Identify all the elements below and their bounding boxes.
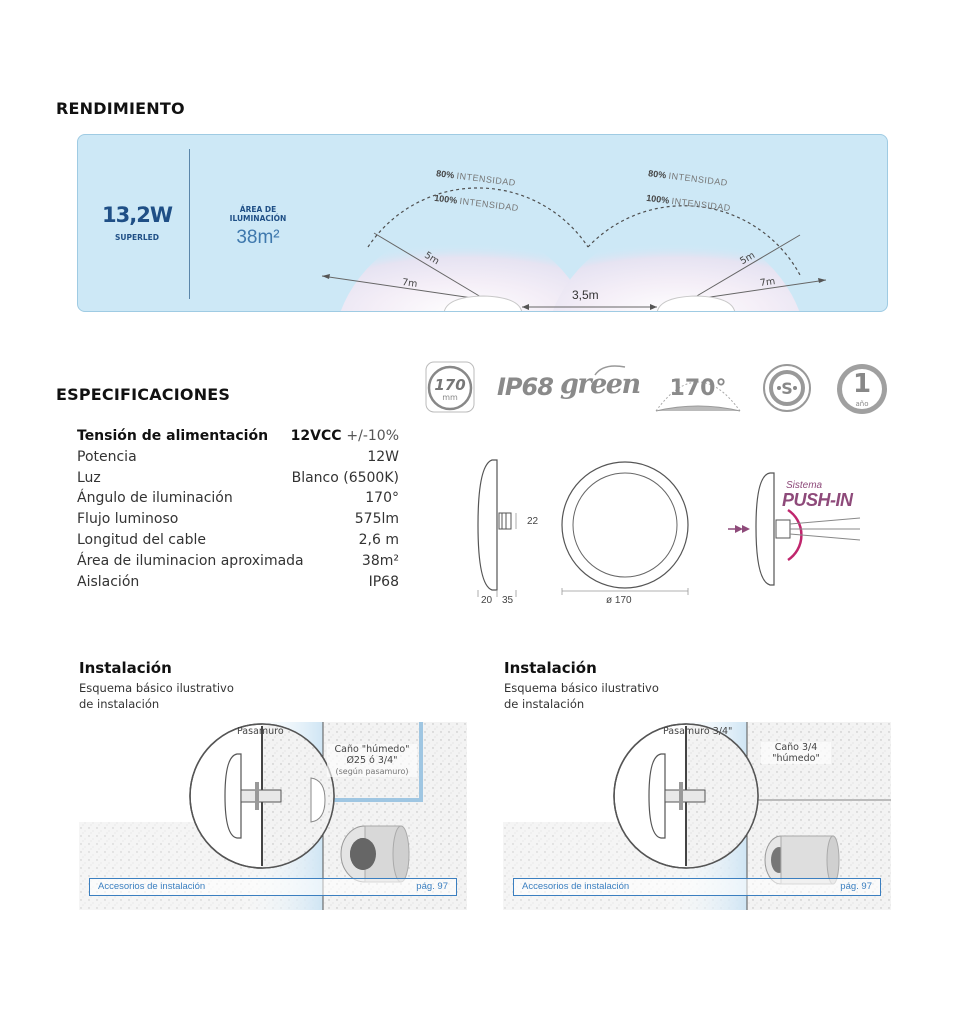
installation-subtitle-right	[504, 680, 659, 712]
spec-label: Tensión de alimentación	[77, 428, 269, 444]
spec-row	[77, 447, 399, 468]
installation-sub-line1: Esquema básico ilustrativo	[504, 681, 659, 695]
intensity-80-pct: 80%	[647, 168, 667, 181]
pipe-label-left	[327, 744, 417, 777]
spec-label: Flujo luminoso	[77, 511, 179, 528]
radius-7-label-right: 7m	[759, 275, 777, 290]
installation-sub-line2: de instalación	[79, 697, 160, 711]
specs-heading: ESPECIFICACIONES	[56, 385, 231, 404]
installation-title-right: Instalación	[504, 659, 597, 677]
spec-value: 2,6 m	[358, 531, 399, 548]
spec-label: Luz	[77, 469, 101, 486]
band-divider	[189, 149, 190, 299]
pasamuro-label-left: Pasamuro	[237, 726, 284, 737]
spec-row	[77, 509, 399, 530]
area-label-line2: ILUMINACIÓN	[229, 214, 287, 223]
radius-7-label-left: 7m	[401, 276, 419, 291]
spec-value-main: 12VCC	[290, 428, 342, 444]
angle-badge-value: 170°	[669, 376, 727, 401]
area-label	[216, 205, 300, 223]
performance-heading: RENDIMIENTO	[56, 99, 185, 118]
pipe-label-right	[761, 742, 831, 764]
intensity-word: INTENSIDAD	[459, 195, 520, 214]
spec-value: 38m²	[361, 552, 399, 569]
depth-dimension-20: 20	[481, 595, 493, 606]
spec-value: 575lm	[354, 511, 399, 528]
page-reference: pág. 97	[416, 881, 448, 892]
intensity-100-pct: 100%	[433, 192, 458, 206]
depth-dimension-35: 35	[502, 595, 514, 606]
badge-row	[425, 357, 890, 419]
diameter-dimension: ø 170	[606, 595, 632, 606]
intensity-word: INTENSIDAD	[456, 170, 517, 188]
spec-label: Aislación	[77, 573, 140, 590]
spec-label: Potencia	[77, 448, 137, 465]
intensity-word: INTENSIDAD	[671, 195, 732, 214]
safety-seal-icon	[762, 363, 812, 413]
height-dimension: 22	[527, 516, 539, 527]
spec-row	[77, 551, 399, 572]
spec-label: Longitud del cable	[77, 531, 206, 548]
area-label-line1: ÁREA DE	[239, 205, 277, 214]
accessories-link-right[interactable]	[513, 878, 881, 896]
spec-table	[77, 426, 399, 592]
spec-value: 12W	[367, 448, 399, 465]
ip68-badge: IP68	[497, 373, 553, 401]
radius-5-label-right: 5m	[738, 249, 758, 268]
accessories-label: Accesorios de instalación	[98, 881, 206, 892]
pasamuro-label-right: Pasamuro 3/4"	[663, 726, 733, 737]
spec-value	[291, 426, 399, 447]
push-in-label: PUSH-IN	[782, 490, 853, 510]
spec-label: Área de iluminacion aproximada	[77, 552, 304, 569]
pipe-label-line2: "húmedo"	[772, 753, 820, 764]
push-in-lamp	[756, 473, 774, 585]
intensity-word: INTENSIDAD	[668, 170, 729, 188]
pipe-label-line1: Caño 3/4	[774, 742, 818, 753]
dimension-drawings	[470, 455, 870, 615]
installation-sub-line1: Esquema básico ilustrativo	[79, 681, 234, 695]
green-badge: green	[560, 369, 640, 400]
intensity-100-pct: 100%	[645, 192, 670, 206]
spec-row	[77, 530, 399, 551]
pipe-label-line2: Ø25 ó 3/4"	[346, 755, 398, 766]
spec-value: Blanco (6500K)	[291, 469, 399, 486]
page-reference: pág. 97	[840, 881, 872, 892]
warranty-years: 1	[852, 369, 872, 399]
spacing-label: 3,5m	[572, 288, 599, 302]
spec-label: Ángulo de iluminación	[77, 490, 233, 507]
size-badge-value: 170	[434, 376, 466, 394]
performance-band	[77, 134, 888, 312]
warranty-unit: año	[855, 400, 869, 408]
installation-sub-line2: de instalación	[504, 697, 585, 711]
installation-diagram-right	[503, 722, 891, 910]
installation-diagram-left	[79, 722, 467, 910]
accessories-label: Accesorios de instalación	[522, 881, 630, 892]
side-view-lamp	[478, 460, 497, 590]
installation-title-left: Instalación	[79, 659, 172, 677]
installation-subtitle-left	[79, 680, 234, 712]
spec-row	[77, 488, 399, 509]
spec-row	[77, 426, 399, 447]
svg-text:S: S	[781, 379, 793, 398]
pipe-label-line1: Caño "húmedo"	[334, 744, 410, 755]
size-badge-unit: mm	[442, 393, 458, 402]
spec-tolerance: +/-10%	[346, 428, 399, 444]
push-in-sistema: Sistema	[786, 480, 823, 491]
area-value: 38m²	[236, 227, 280, 248]
radius-5-label-left: 5m	[422, 249, 442, 268]
pipe-label-line3: (según pasamuro)	[335, 767, 409, 776]
spec-value: 170°	[365, 490, 399, 507]
intensity-80-pct: 80%	[435, 168, 455, 181]
power-subtitle: SUPERLED	[114, 233, 159, 242]
power-value: 13,2W	[102, 203, 172, 227]
accessories-link-left[interactable]	[89, 878, 457, 896]
spec-value: IP68	[368, 573, 399, 590]
spec-row	[77, 468, 399, 489]
spec-row	[77, 572, 399, 593]
